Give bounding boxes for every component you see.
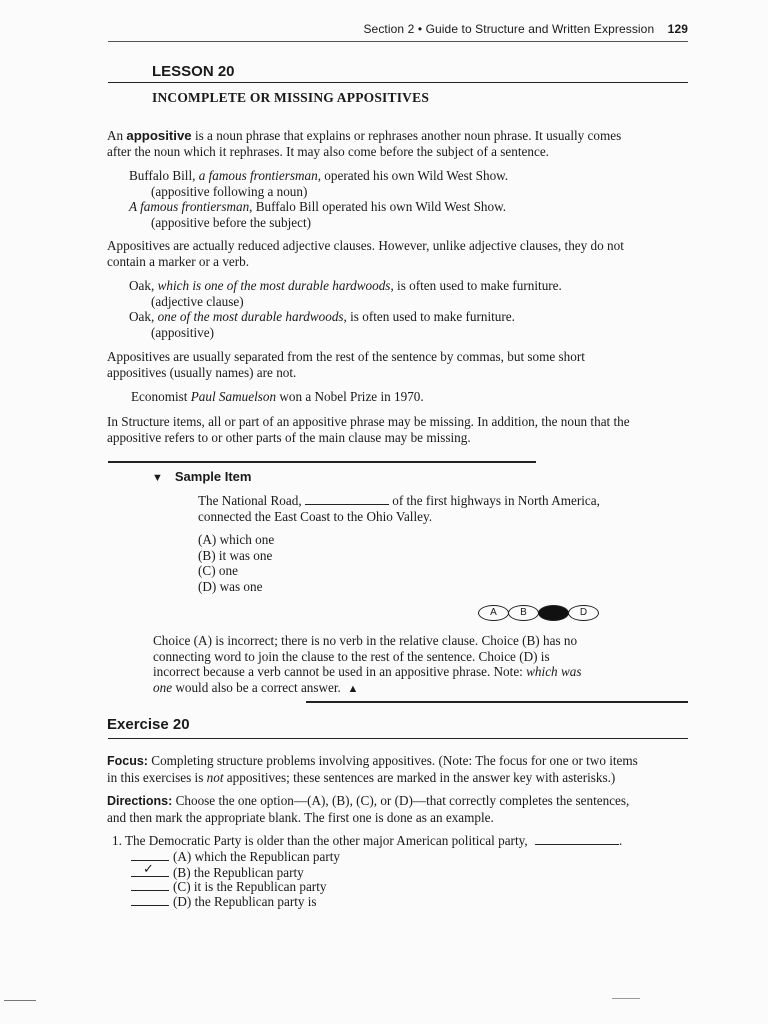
italic-text: one: [153, 679, 173, 695]
lesson-rule: [108, 82, 688, 83]
exercise-rule: [108, 738, 688, 739]
text: Appositives are usually separated from the rest of the sentence by commas, but some short: [107, 349, 585, 364]
running-header: [363, 22, 688, 38]
scan-mark: [612, 998, 640, 999]
text: , is often used to make furniture.: [390, 278, 562, 293]
text: Economist: [131, 389, 191, 404]
intro-paragraph-2: [107, 238, 687, 269]
answer-blank: [305, 504, 389, 505]
q1-option-a[interactable]: [131, 849, 340, 865]
text: , Buffalo Bill operated his own Wild West Show.: [249, 199, 507, 214]
text: contain a marker or a verb.: [107, 253, 250, 269]
option-c: (C) one: [198, 563, 238, 578]
italic-text: one of the most durable hardwoods: [157, 309, 344, 324]
option-blank[interactable]: [131, 890, 169, 891]
option-label: (B) the Republican party: [173, 865, 304, 880]
text: Completing structure problems involving appositives. (Note: The focus for one or two items: [147, 753, 638, 768]
exercise-title: Exercise 20: [107, 716, 190, 733]
exercise-focus: [107, 753, 687, 785]
text: after the noun which it rephrases. It may also come before the subject of a sentence.: [107, 143, 549, 159]
text: In Structure items, all or part of an appositive phrase may be missing. In addition, the noun that the: [107, 414, 630, 429]
option-b: (B) it was one: [198, 547, 273, 563]
question-1: 1. The Democratic Party is older than the other major American political party, .: [112, 833, 623, 848]
bubble-d: D: [568, 605, 599, 621]
bubble-c: C: [538, 605, 569, 621]
focus-label: Focus:: [107, 754, 148, 768]
text: Buffalo Bill,: [129, 168, 199, 183]
text: and then mark the appropriate blank. The first one is done as an example.: [107, 809, 494, 825]
answer-blank: [535, 844, 619, 845]
italic-text: A famous frontiersman: [129, 199, 250, 214]
triangle-up-icon: ▲: [347, 682, 359, 695]
option-label: (A) which the Republican party: [173, 849, 340, 864]
text: Oak,: [129, 309, 158, 324]
example-3: [131, 389, 424, 405]
text: won a Nobel Prize in 1970.: [276, 389, 424, 404]
example-note: (appositive before the subject): [151, 214, 312, 230]
option-blank[interactable]: [131, 905, 169, 906]
option-label: (C) it is the Republican party: [173, 879, 327, 894]
page-number: 129: [667, 22, 688, 36]
scan-mark: [4, 1000, 36, 1001]
text: appositives; these sentences are marked in the answer key with asterisks.): [223, 769, 616, 785]
text: An: [107, 128, 127, 143]
example-1: [129, 168, 508, 230]
text: would also be a correct answer.: [172, 679, 341, 695]
bubble-b: B: [508, 605, 539, 621]
lesson-title: INCOMPLETE OR MISSING APPOSITIVES: [152, 90, 430, 105]
intro-paragraph-4: [107, 414, 687, 445]
question-text: 1. The Democratic Party is older than the other major American political party,: [112, 833, 528, 848]
intro-paragraph-3: [107, 349, 687, 380]
exercise-directions: [107, 793, 687, 825]
sample-options: [198, 532, 638, 594]
text: in this exercises is: [107, 769, 207, 785]
text: Appositives are actually reduced adjective clauses. However, unlike adjective clauses, they do not: [107, 238, 624, 253]
sample-heading: [152, 469, 251, 487]
sample-bottom-rule: [306, 701, 688, 703]
italic-text: not: [206, 769, 224, 785]
header-bullet: •: [417, 22, 423, 36]
lesson-label: LESSON 20: [152, 63, 235, 80]
sample-heading-label: Sample Item: [174, 469, 252, 484]
text: , operated his own Wild West Show.: [317, 168, 509, 183]
sample-question: [198, 493, 638, 524]
text: Choose the one option—(A), (B), (C), or (D)—that correctly completes the sentences,: [172, 793, 630, 808]
text: of the first highways in North America,: [392, 493, 600, 508]
sample-explanation: [153, 633, 653, 697]
text: incorrect because a verb cannot be used in an appositive phrase. Note:: [153, 664, 527, 679]
italic-text: which was: [526, 664, 582, 679]
q1-option-c[interactable]: [131, 879, 326, 895]
term-appositive: appositive: [126, 128, 192, 143]
text: is a noun phrase that explains or rephrases another noun phrase. It usually comes: [191, 128, 622, 143]
text: connected the East Coast to the Ohio Valley.: [198, 508, 433, 524]
bubble-a: A: [478, 605, 509, 621]
triangle-down-icon: ▼: [152, 472, 163, 484]
italic-text: Paul Samuelson: [190, 389, 277, 404]
example-2: [129, 278, 562, 340]
text: appositives (usually names) are not.: [107, 364, 297, 380]
checkmark-icon: ✓: [143, 861, 154, 876]
text: appositive refers to or other parts of the main clause may be missing.: [107, 429, 471, 445]
text: connecting word to join the clause to the rest of the sentence. Choice (D) is: [153, 648, 550, 664]
italic-text: a famous frontiersman: [198, 168, 318, 183]
example-note: (adjective clause): [151, 293, 244, 309]
text: Oak,: [129, 278, 158, 293]
q1-option-d[interactable]: [131, 894, 317, 910]
header-title: Guide to Structure and Written Expression: [425, 22, 655, 36]
sample-top-rule: [108, 461, 536, 463]
option-blank[interactable]: [131, 861, 169, 877]
option-label: (D) the Republican party is: [173, 894, 317, 909]
text: The National Road,: [198, 493, 302, 508]
option-a: (A) which one: [198, 532, 275, 547]
example-note: (appositive following a noun): [151, 183, 308, 199]
intro-paragraph-1: [107, 128, 687, 159]
italic-text: which is one of the most durable hardwoods: [157, 278, 391, 293]
directions-label: Directions:: [107, 794, 173, 808]
section-label: Section 2: [363, 22, 415, 36]
text: Choice (A) is incorrect; there is no verb in the relative clause. Choice (B) has no: [153, 633, 578, 648]
example-note: (appositive): [151, 324, 214, 340]
header-rule: [108, 41, 688, 42]
answer-bubbles: [478, 605, 598, 621]
option-d: (D) was one: [198, 578, 263, 594]
text: , is often used to make furniture.: [343, 309, 515, 324]
